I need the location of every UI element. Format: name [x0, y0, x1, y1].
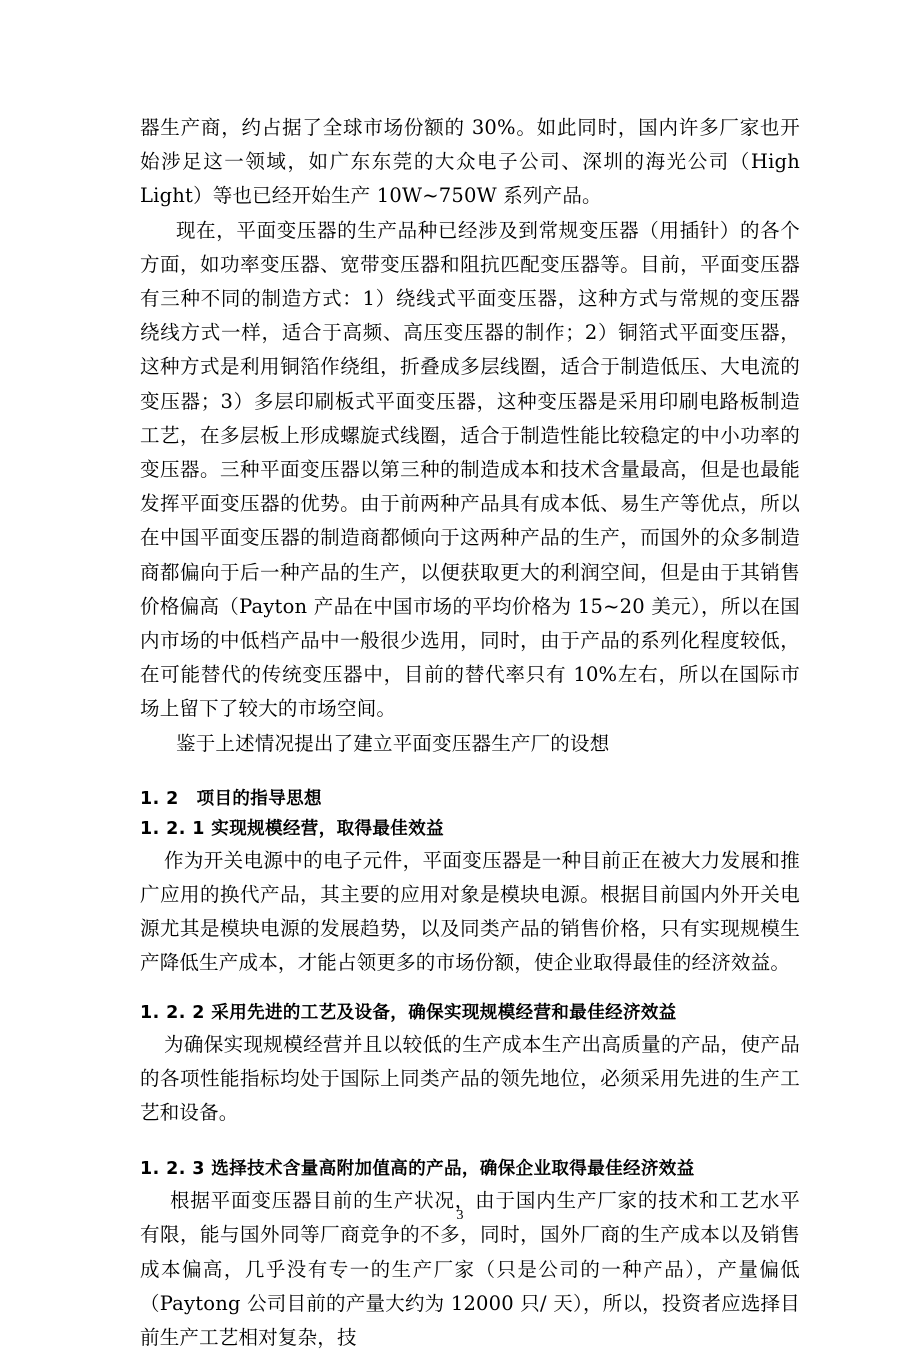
subsection-heading-1-2-3: 1. 2. 3 选择技术含量高附加值高的产品，确保企业取得最佳经济效益	[140, 1159, 695, 1180]
document-body	[140, 111, 800, 1355]
paragraph-intro-continuation: 器生产商，约占据了全球市场份额的 30%。如此同时，国内许多厂家也开始涉足这一领域，如广东东莞的大众电子公司、深圳的海光公司（High Light）等也已经开始生产 10W~750W 系列产品。	[140, 116, 800, 208]
subsection-heading-1-2-2: 1. 2. 2 采用先进的工艺及设备，确保实现规模经营和最佳经济效益	[140, 1002, 677, 1023]
section-heading-1-2: 1. 2 项目的指导思想	[140, 788, 322, 809]
paragraph-proposal: 鉴于上述情况提出了建立平面变压器生产厂的设想	[176, 731, 610, 755]
paragraph-1-2-1: 作为开关电源中的电子元件，平面变压器是一种目前正在被大力发展和推广应用的换代产品，其主要的应用对象是模块电源。根据目前国内外开关电源尤其是模块电源的发展趋势，以及同类产品的销售价格，只有实现规模生产降低生产成本，才能占领更多的市场份额，使企业取得最佳的经济效益。	[140, 848, 800, 975]
paragraph-1-2-3: 根据平面变压器目前的生产状况，由于国内生产厂家的技术和工艺水平有限，能与国外同等厂商竞争的不多，同时，国外厂商的生产成本以及销售成本偏高，几乎没有专一的生产厂家（只是公司的一种产品），产量偏低（Paytong 公司目前的产量大约为 12000 只/ 天），所以，投资者应选择目前生产工艺相对复杂，技	[140, 1189, 800, 1350]
paragraph-1-2-2: 为确保实现规模经营并且以较低的生产成本生产出高质量的产品，使产品的各项性能指标均处于国际上同类产品的领先地位，必须采用先进的生产工艺和设备。	[140, 1032, 800, 1125]
subsection-heading-1-2-1: 1. 2. 1 实现规模经营，取得最佳效益	[140, 818, 445, 839]
page-number: 3	[456, 1208, 464, 1223]
paragraph-manufacturing-methods: 现在，平面变压器的生产品种已经涉及到常规变压器（用插针）的各个方面，如功率变压器、宽带变压器和阻抗匹配变压器等。目前，平面变压器有三种不同的制造方式：1）绕线式平面变压器，这种方式与常规的变压器绕线方式一样，适合于高频、高压变压器的制作；2）铜箔式平面变压器，这种方式是利用铜箔作绕组，折叠成多层线圈，适合于制造低压、大电流的变压器；3）多层印刷板式平面变压器，这种变压器是采用印刷电路板制造工艺，在多层板上形成螺旋式线圈，适合于制造性能比较稳定的中小功率的变压器。三种平面变压器以第三种的制造成本和技术含量最高，但是也最能发挥平面变压器的优势。由于前两种产品具有成本低、易生产等优点，所以在中国平面变压器的制造商都倾向于这两种产品的生产，而国外的众多制造商都偏向于后一种产品的生产，以便获取更大的利润空间，但是由于其销售价格偏高（Payton 产品在中国市场的平均价格为 15~20 美元），所以在国内市场的中低档产品中一般很少选用，同时，由于产品的系列化程度较低，在可能替代的传统变压器中，目前的替代率只有 10%左右，所以在国际市场上留下了较大的市场空间。	[140, 218, 800, 721]
